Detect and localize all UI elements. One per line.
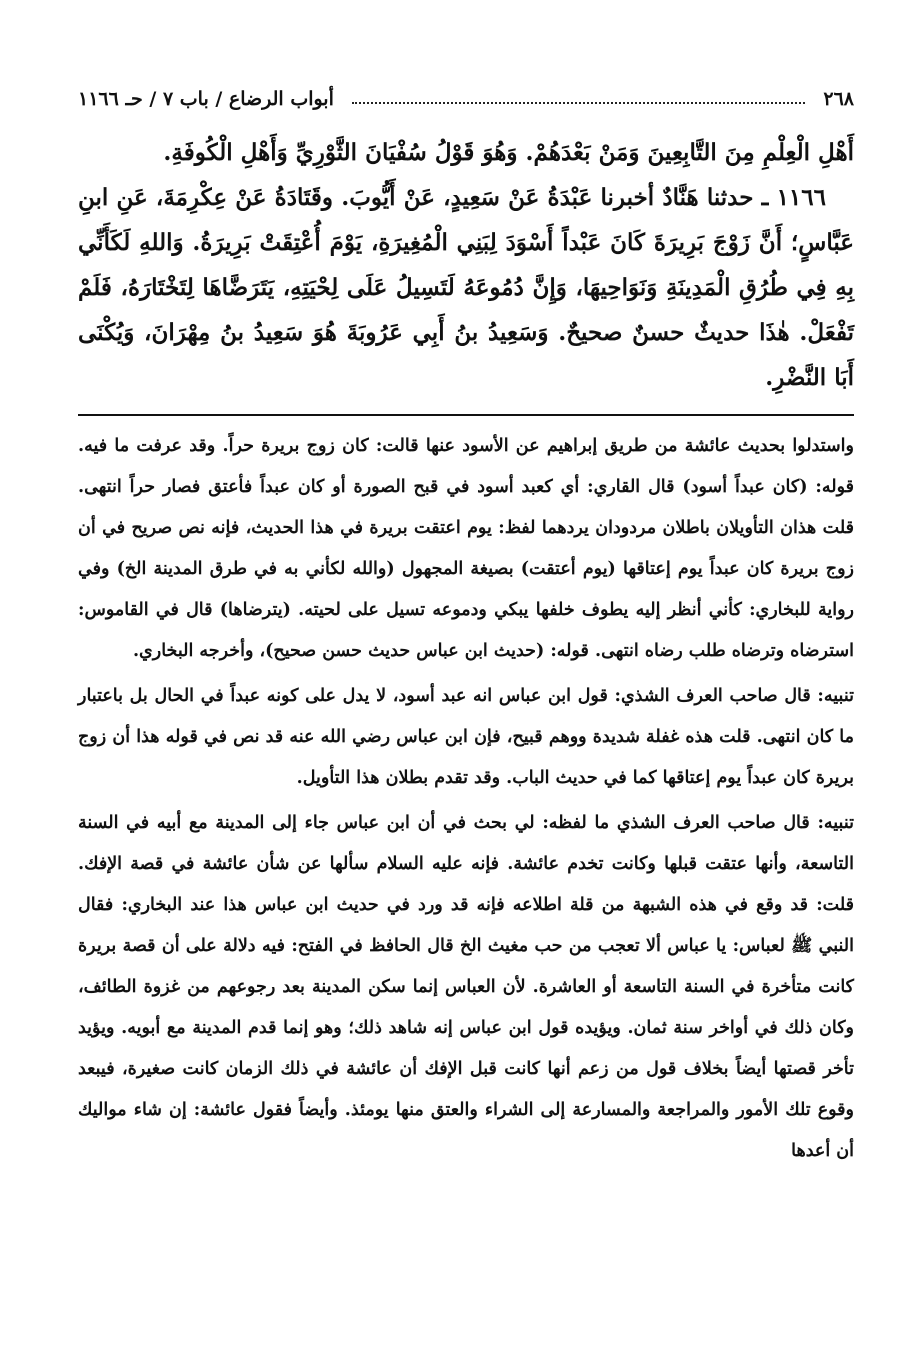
commentary-paragraph: واستدلوا بحديث عائشة من طريق إبراهيم عن الأسود عنها قالت: كان زوج بريرة حراً. وقد عرفت ما فيه. قوله: (كان عبداً أسود) قال القاري: أي كعبد أسود في قبح الصورة أو كان عبداً فأعتق فصار حراً انتهى. قلت هذان التأويلان باطلان مردودان يردهما لفظ: يوم اعتقت بريرة في هذا الحديث، فإنه نص صريح في أن زوج بريرة كان عبداً يوم إعتاقها (يوم أعتقت) بصيغة المجهول (والله لكأني به في طرق المدينة الخ) وفي رواية للبخاري: كأني أنظر إليه يطوف خلفها يبكي ودموعه تسيل على لحيته. (يترضاها) قال في القاموس: استرضاه وترضاه طلب رضاه انتهى. قوله: (حديث ابن عباس حديث حسن صحيح)، وأخرجه البخاري. [78,436,854,661]
footnote-separator [78,414,854,416]
commentary-paragraph: تنبيه: قال صاحب العرف الشذي ما لفظه: لي بحث في أن ابن عباس جاء إلى المدينة مع أبيه في السنة التاسعة، وأنها عتقت قبلها وكانت تخدم عائشة. فإنه عليه السلام سألها عن شأن عائشة في قصة الإفك. قلت: قد وقع في هذه الشبهة من قلة اطلاعه فإنه قد ورد في حديث ابن عباس هذا عند البخاري: فقال النبي ﷺ لعباس: يا عباس ألا تعجب من حب مغيث الخ قال الحافظ في الفتح: فيه دلالة على أن قصة بريرة كانت متأخرة في السنة التاسعة أو العاشرة. لأن العباس إنما سكن المدينة بعد رجوعهم من غزوة الطائف، وكان ذلك في أواخر سنة ثمان. ويؤيده قول ابن عباس إنه شاهد ذلك؛ وهو إنما قدم المدينة مع أبويه. ويؤيد تأخر قصتها أيضاً بخلاف قول من زعم أنها كانت قبل الإفك أن عائشة في ذلك الزمان كانت صغيرة، فيبعد وقوع تلك الأمور والمراجعة والمسارعة إلى الشراء والعتق منها يومئذ. وأيضاً فقول عائشة: إن شاء مواليك أن أعدها [78,813,854,1161]
page-number: ٢٦٨ [823,88,854,110]
header-dotted-leader [352,102,805,104]
page-header [78,80,854,118]
hadith-text: ١١٦٦ ـ حدثنا هَنَّادٌ أخبرنا عَبْدَةُ عَنْ سَعِيدٍ، عَنْ أَيُّوبَ. وقَتَادَةُ عَنْ عِكْرِمَةَ، عَنِ ابنِ عَبَّاسٍ؛ أَنَّ زَوْجَ بَرِيرَةَ كَانَ عَبْداً أَسْوَدَ لِبَنِي الْمُغِيرَةِ، يَوْمَ أُعْتِقَتْ بَرِيرَةُ. وَاللهِ لَكَأَنِّي بِهِ فِي طُرُقِ الْمَدِينَةِ وَنَوَاحِيهَا، وَإِنَّ دُمُوعَهُ لَتَسِيلُ عَلَى لِحْيَتِهِ، يَتَرَضَّاهَا لِتَخْتَارَهُ، فَلَمْ تَفْعَلْ. هٰذَا حديثٌ حسنٌ صحيحٌ. وَسَعِيدُ بنُ أَبِي عَرُوبَةَ هُوَ سَعِيدُ بنُ مِهْرَانَ، وَيُكْنَى أَبَا النَّضْرِ. [78,184,854,391]
book-page [78,80,854,1176]
opening-line: أَهْلِ الْعِلْمِ مِنَ التَّابِعِينَ وَمَنْ بَعْدَهُمْ. وَهُوَ قَوْلُ سُفْيَانَ الثَّوْرِيِّ وَأَهْلِ الْكُوفَةِ. [163,139,854,166]
main-text [78,130,854,400]
commentary-paragraph: تنبيه: قال صاحب العرف الشذي: قول ابن عباس انه عبد أسود، لا يدل على كونه عبداً في الحال بل باعتبار ما كان انتهى. قلت هذه غفلة شديدة ووهم قبيح، فإن ابن عباس رضي الله عنه قد نص في قوله هذا أن زوج بريرة كان عبداً يوم إعتاقها كما في حديث الباب. وقد تقدم بطلان هذا التأويل. [78,686,854,788]
commentary [78,426,854,1172]
running-head: أبواب الرضاع / باب ٧ / حـ ١١٦٦ [78,88,334,110]
